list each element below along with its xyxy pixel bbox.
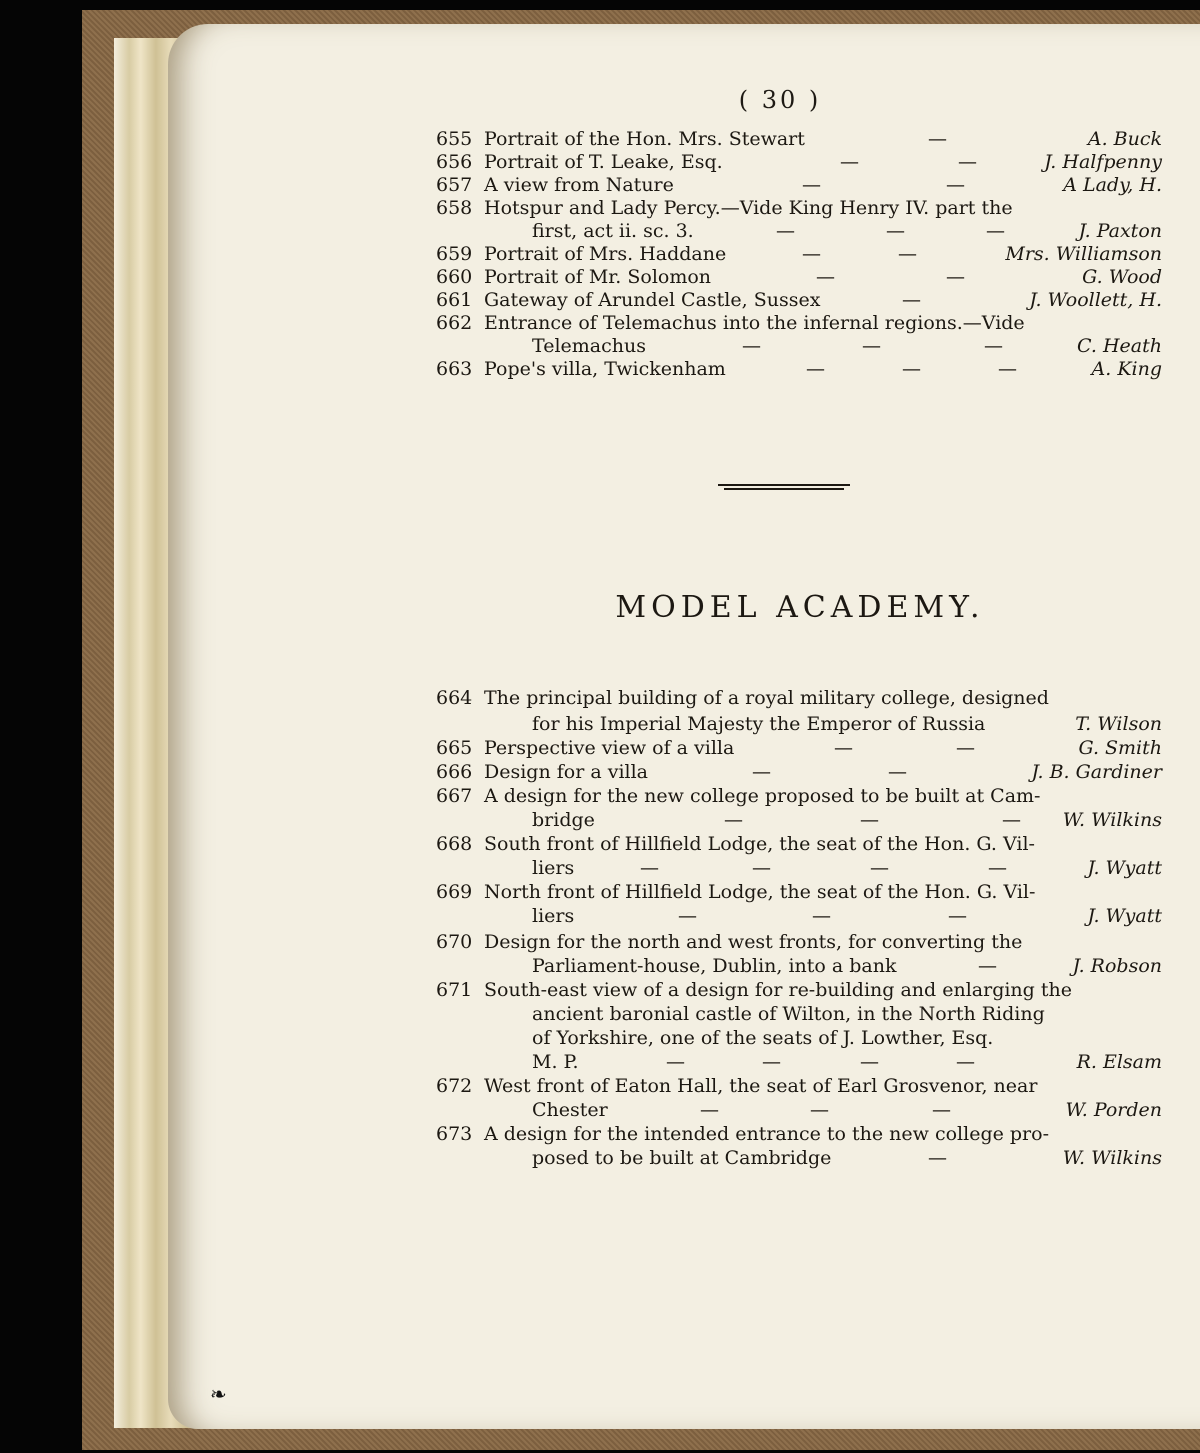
entry-artist: J. Halfpenny bbox=[1044, 151, 1162, 173]
entry-number: 659 bbox=[436, 243, 473, 265]
printer-mark-icon: ❧ bbox=[210, 1382, 227, 1406]
leader-dash: — bbox=[678, 905, 697, 927]
entry-number: 658 bbox=[436, 197, 473, 219]
entry-number: 667 bbox=[436, 785, 473, 807]
entry-title: Entrance of Telemachus into the infernal regions.—Vide bbox=[484, 312, 1025, 334]
leader-dash: — bbox=[948, 905, 967, 927]
entry-title: West front of Eaton Hall, the seat of Earl Grosvenor, near bbox=[484, 1075, 1038, 1097]
leader-dash: — bbox=[946, 174, 965, 196]
entry-number: 656 bbox=[436, 151, 473, 173]
leader-dash: — bbox=[742, 335, 761, 357]
entry-title: Pope's villa, Twickenham bbox=[484, 358, 726, 380]
entry-artist: W. Wilkins bbox=[1062, 1147, 1162, 1169]
entry-number: 673 bbox=[436, 1123, 473, 1145]
entry-title: Portrait of the Hon. Mrs. Stewart bbox=[484, 128, 805, 150]
leader-dash: — bbox=[956, 737, 975, 759]
entry-title-continuation: Chester bbox=[532, 1099, 608, 1121]
leader-dash: — bbox=[762, 1051, 781, 1073]
entry-artist: R. Elsam bbox=[1076, 1051, 1162, 1073]
leader-dash: — bbox=[956, 1051, 975, 1073]
entry-number: 660 bbox=[436, 266, 473, 288]
leader-dash: — bbox=[928, 128, 947, 150]
leader-dash: — bbox=[806, 358, 825, 380]
entry-number: 665 bbox=[436, 737, 473, 759]
entry-artist: G. Wood bbox=[1082, 266, 1162, 288]
leader-dash: — bbox=[752, 761, 771, 783]
leader-dash: — bbox=[946, 266, 965, 288]
entry-title: Portrait of Mrs. Haddane bbox=[484, 243, 727, 265]
entry-title-continuation: first, act ii. sc. 3. bbox=[532, 220, 694, 242]
leader-dash: — bbox=[870, 857, 889, 879]
page-number: ( 30 ) bbox=[738, 86, 822, 114]
entry-artist: J. B. Gardiner bbox=[1031, 761, 1162, 783]
entry-title-continuation: bridge bbox=[532, 809, 595, 831]
entry-title: Hotspur and Lady Percy.—Vide King Henry IV. part the bbox=[484, 197, 1013, 219]
leader-dash: — bbox=[998, 358, 1017, 380]
entry-title: Portrait of Mr. Solomon bbox=[484, 266, 712, 288]
entry-artist: G. Smith bbox=[1078, 737, 1162, 759]
entry-artist: A Lady, H. bbox=[1063, 174, 1162, 196]
leader-dash: — bbox=[902, 358, 921, 380]
entry-artist: A. King bbox=[1091, 358, 1162, 380]
leader-dash: — bbox=[1002, 809, 1021, 831]
leader-dash: — bbox=[860, 1051, 879, 1073]
entry-number: 671 bbox=[436, 979, 473, 1001]
entry-title: Gateway of Arundel Castle, Sussex bbox=[484, 289, 821, 311]
entry-title-continuation: liers bbox=[532, 905, 575, 927]
entry-title: A design for the intended entrance to the new college pro- bbox=[484, 1123, 1049, 1145]
entry-title-continuation: liers bbox=[532, 857, 575, 879]
entry-artist: J. Paxton bbox=[1078, 220, 1162, 242]
section-divider bbox=[718, 484, 850, 492]
entry-title-continuation: posed to be built at Cambridge bbox=[532, 1147, 832, 1169]
entry-artist: A. Buck bbox=[1087, 128, 1162, 150]
entry-title: North front of Hillfield Lodge, the seat of the Hon. G. Vil- bbox=[484, 881, 1036, 903]
entry-number: 663 bbox=[436, 358, 473, 380]
leader-dash: — bbox=[834, 737, 853, 759]
entry-title: The principal building of a royal military college, designed bbox=[484, 687, 1049, 709]
entry-number: 657 bbox=[436, 174, 473, 196]
entry-title: A design for the new college proposed to be built at Cam- bbox=[484, 785, 1041, 807]
entry-artist: J. Wyatt bbox=[1087, 905, 1162, 927]
leader-dash: — bbox=[886, 220, 905, 242]
leader-dash: — bbox=[988, 857, 1007, 879]
entry-number: 655 bbox=[436, 128, 473, 150]
entry-number: 669 bbox=[436, 881, 473, 903]
leader-dash: — bbox=[776, 220, 795, 242]
leader-dash: — bbox=[724, 809, 743, 831]
entry-title-continuation: M. P. bbox=[532, 1051, 579, 1073]
leader-dash: — bbox=[986, 220, 1005, 242]
entry-title-continuation: ancient baronial castle of Wilton, in the North Riding bbox=[532, 1003, 1045, 1025]
leader-dash: — bbox=[840, 151, 859, 173]
leader-dash: — bbox=[802, 174, 821, 196]
leader-dash: — bbox=[752, 857, 771, 879]
leader-dash: — bbox=[932, 1099, 951, 1121]
entry-artist: T. Wilson bbox=[1075, 713, 1162, 735]
entry-title-continuation: for his Imperial Majesty the Emperor of Russia bbox=[532, 713, 986, 735]
entry-artist: J. Wyatt bbox=[1087, 857, 1162, 879]
entry-artist: Mrs. Williamson bbox=[1005, 243, 1162, 265]
leader-dash: — bbox=[898, 243, 917, 265]
entry-number: 662 bbox=[436, 312, 473, 334]
leader-dash: — bbox=[978, 955, 997, 977]
entry-number: 666 bbox=[436, 761, 473, 783]
entry-artist: W. Wilkins bbox=[1062, 809, 1162, 831]
section-heading: MODEL ACADEMY. bbox=[615, 590, 985, 625]
entry-number: 672 bbox=[436, 1075, 473, 1097]
leader-dash: — bbox=[666, 1051, 685, 1073]
leader-dash: — bbox=[888, 761, 907, 783]
entry-number: 668 bbox=[436, 833, 473, 855]
leader-dash: — bbox=[640, 857, 659, 879]
entry-artist: C. Heath bbox=[1077, 335, 1162, 357]
leader-dash: — bbox=[860, 809, 879, 831]
entry-title: A view from Nature bbox=[484, 174, 674, 196]
entry-number: 661 bbox=[436, 289, 473, 311]
entry-artist: W. Porden bbox=[1065, 1099, 1162, 1121]
leader-dash: — bbox=[816, 266, 835, 288]
leader-dash: — bbox=[700, 1099, 719, 1121]
entry-title-continuation: Telemachus bbox=[532, 335, 646, 357]
entry-title-continuation: of Yorkshire, one of the seats of J. Lowther, Esq. bbox=[532, 1027, 994, 1049]
leader-dash: — bbox=[802, 243, 821, 265]
entry-number: 670 bbox=[436, 931, 473, 953]
leader-dash: — bbox=[984, 335, 1003, 357]
entry-title: Portrait of T. Leake, Esq. bbox=[484, 151, 723, 173]
entry-artist: J. Robson bbox=[1072, 955, 1162, 977]
entry-title: Perspective view of a villa bbox=[484, 737, 735, 759]
leader-dash: — bbox=[902, 289, 921, 311]
entry-title: South front of Hillfield Lodge, the seat of the Hon. G. Vil- bbox=[484, 833, 1035, 855]
leader-dash: — bbox=[862, 335, 881, 357]
entry-title: South-east view of a design for re-building and enlarging the bbox=[484, 979, 1072, 1001]
entry-title: Design for the north and west fronts, for converting the bbox=[484, 931, 1023, 953]
entry-artist: J. Woollett, H. bbox=[1029, 289, 1162, 311]
leader-dash: — bbox=[928, 1147, 947, 1169]
entry-number: 664 bbox=[436, 687, 473, 709]
leader-dash: — bbox=[958, 151, 977, 173]
entry-title: Design for a villa bbox=[484, 761, 648, 783]
entry-title-continuation: Parliament-house, Dublin, into a bank bbox=[532, 955, 897, 977]
leader-dash: — bbox=[812, 905, 831, 927]
leader-dash: — bbox=[810, 1099, 829, 1121]
